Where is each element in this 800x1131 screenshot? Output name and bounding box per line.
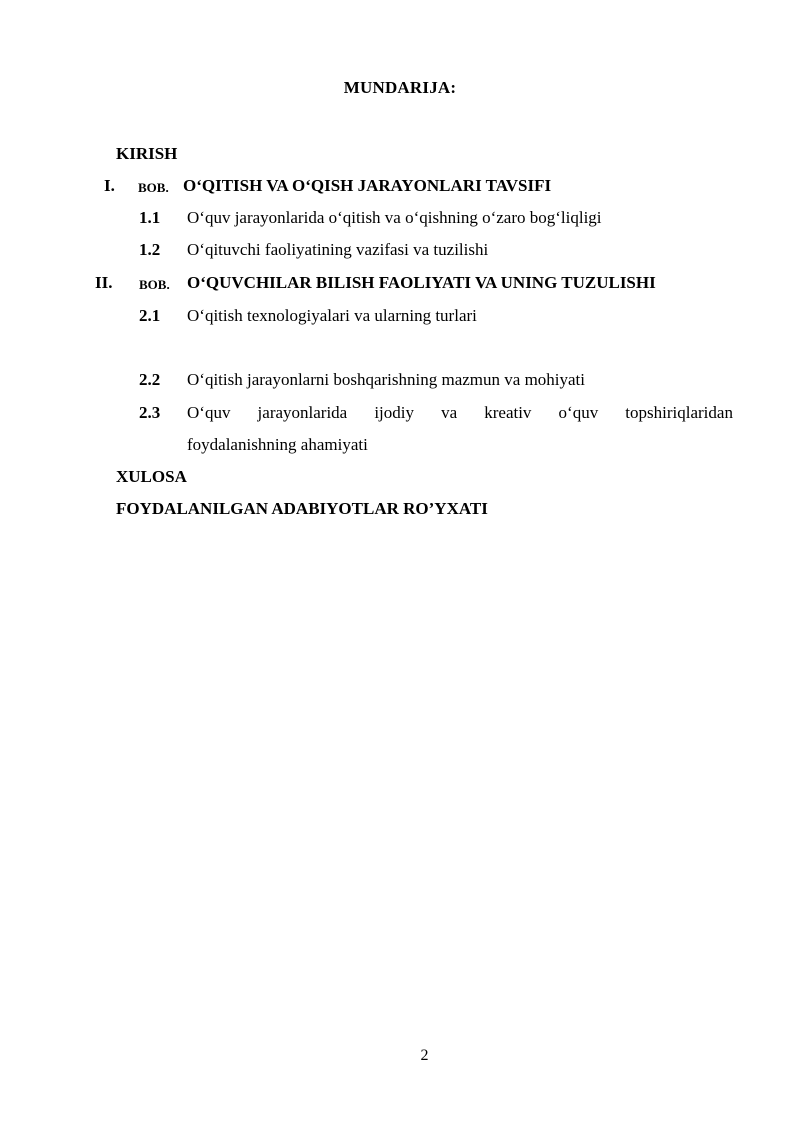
section-2-3-word: o‘quv bbox=[558, 403, 599, 422]
section-1-1-number: 1.1 bbox=[139, 208, 161, 227]
section-2-3-word: kreativ bbox=[484, 403, 532, 422]
section-2-3-number: 2.3 bbox=[139, 403, 161, 422]
section-1-2-number: 1.2 bbox=[139, 240, 161, 259]
chapter-1-bob: BOB. bbox=[138, 180, 169, 195]
section-2-3-word: O‘quv bbox=[187, 403, 231, 422]
section-1-1-title: O‘quv jarayonlarida o‘qitish va o‘qishning o‘zaro bog‘liqligi bbox=[187, 208, 602, 227]
page-title: MUNDARIJA: bbox=[343, 78, 457, 97]
section-2-1-number: 2.1 bbox=[139, 306, 161, 325]
section-2-2-title: O‘qitish jarayonlarni boshqarishning mazmun va mohiyati bbox=[187, 370, 586, 389]
section-1-2-title: O‘qituvchi faoliyatining vazifasi va tuzilishi bbox=[187, 240, 489, 259]
toc-conclusion: XULOSA bbox=[116, 467, 187, 486]
section-2-3-title bbox=[187, 403, 733, 423]
page-number: 2 bbox=[420, 1047, 429, 1064]
chapter-2-numeral: II. bbox=[95, 273, 113, 292]
section-2-1-title: O‘qitish texnologiyalari va ularning turlari bbox=[187, 306, 477, 325]
section-2-2-number: 2.2 bbox=[139, 370, 161, 389]
toc-intro: KIRISH bbox=[116, 144, 178, 163]
chapter-1-title: O‘QITISH VA O‘QISH JARAYONLARI TAVSIFI bbox=[183, 176, 552, 195]
section-2-3-title-continuation: foydalanishning ahamiyati bbox=[187, 435, 368, 454]
section-2-3-word: va bbox=[441, 403, 458, 422]
chapter-2-bob: BOB. bbox=[139, 277, 170, 292]
toc-references: FOYDALANILGAN ADABIYOTLAR RO’YXATI bbox=[116, 499, 488, 518]
section-2-3-word: jarayonlarida bbox=[257, 403, 348, 422]
chapter-1-numeral: I. bbox=[104, 176, 115, 195]
chapter-2-title: O‘QUVCHILAR BILISH FAOLIYATI VA UNING TUZULISHI bbox=[187, 273, 656, 292]
section-2-3-word: topshiriqlaridan bbox=[625, 403, 733, 422]
section-2-3-word: ijodiy bbox=[374, 403, 414, 422]
